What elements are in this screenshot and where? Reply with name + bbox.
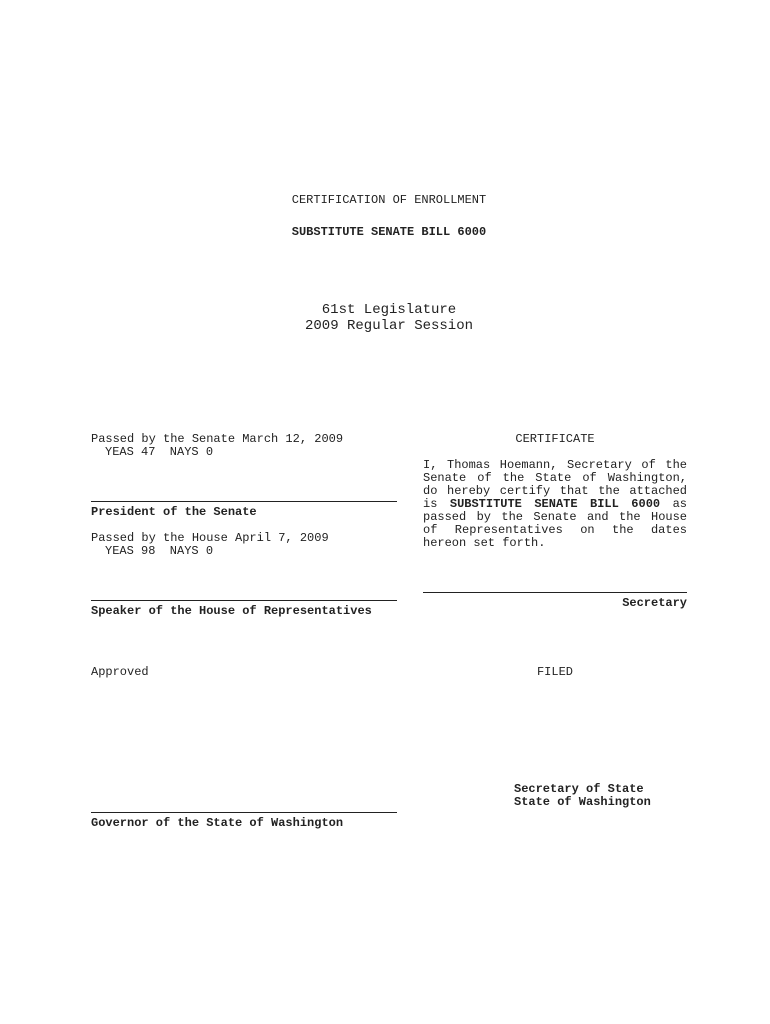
senate-signer: President of the Senate xyxy=(91,505,257,519)
state-of-washington-label: State of Washington xyxy=(514,795,651,809)
certificate-text xyxy=(423,459,687,550)
bill-name-heading: SUBSTITUTE SENATE BILL 6000 xyxy=(291,225,487,239)
senate-signature-line xyxy=(91,501,397,502)
governor-signer: Governor of the State of Washington xyxy=(91,816,344,830)
secretary-signer: Secretary xyxy=(622,596,687,610)
house-passed-text: Passed by the House April 7, 2009 xyxy=(91,531,329,545)
approved-label: Approved xyxy=(91,665,149,679)
certificate-text-before: I, Thomas Hoemann, Secretary of the Senate of the State of Washington, do hereby certify that the attached is xyxy=(423,458,687,511)
certificate-bill-name: SUBSTITUTE SENATE BILL 6000 xyxy=(449,497,661,511)
senate-passed-text: Passed by the Senate March 12, 2009 xyxy=(91,432,344,446)
filed-label: FILED xyxy=(536,665,573,679)
session-label: 2009 Regular Session xyxy=(304,318,474,334)
house-votes: YEAS 98 NAYS 0 xyxy=(105,544,214,558)
house-signature-line xyxy=(91,600,397,601)
secretary-of-state-label: Secretary of State xyxy=(514,782,644,796)
secretary-signature-line xyxy=(423,592,687,593)
certificate-heading: CERTIFICATE xyxy=(515,432,595,446)
senate-votes: YEAS 47 NAYS 0 xyxy=(105,445,214,459)
house-signer: Speaker of the House of Representatives xyxy=(91,604,372,618)
document-title: CERTIFICATION OF ENROLLMENT xyxy=(291,193,487,207)
governor-signature-line xyxy=(91,812,397,813)
legislature-label: 61st Legislature xyxy=(321,302,457,318)
certificate-text-after: as passed by the Senate and the House of Representatives on the dates hereon set forth. xyxy=(423,497,687,550)
